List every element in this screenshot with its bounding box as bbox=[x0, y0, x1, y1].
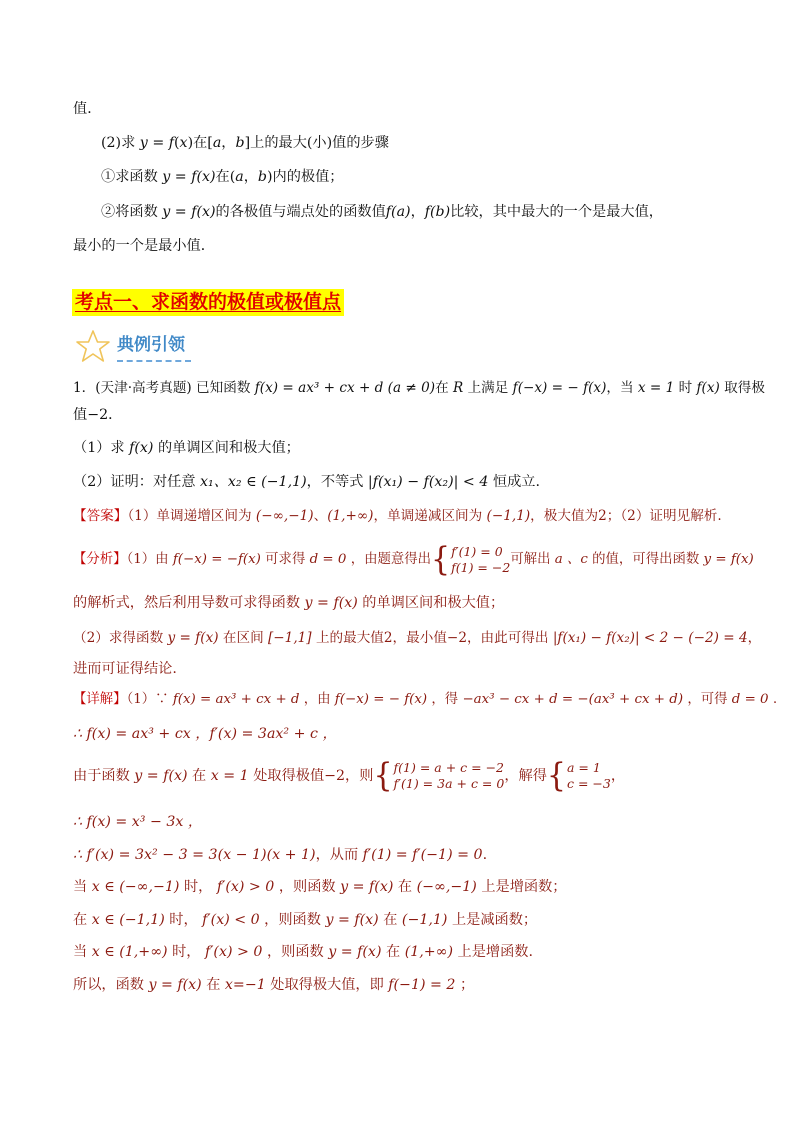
solution-system: a = 1 c = −3 bbox=[567, 760, 611, 791]
detail-line-8: 当 x ∈ (1,+∞) 时， f′(x) > 0 ，则函数 y = f(x) 在 (1,+∞) 上是增函数. bbox=[73, 944, 533, 960]
intro-line-5: 最小的一个是最小值． bbox=[73, 238, 215, 254]
detail-line-4: ∴ f(x) = x³ − 3x ， bbox=[73, 814, 203, 830]
intro-line-4: ②将函数 y = f(x)的各极值与端点处的函数值f(a)，f(b)比较，其中最大的一个是最大值， bbox=[101, 204, 663, 220]
example-badge-label: 典例引领 bbox=[117, 335, 185, 355]
problem-line-1: 1．(天津·高考真题) 已知函数 f(x) = ax³ + cx + d (a ≠ 0)在 R 上满足 f(−x) = − f(x)，当 x = 1 时 f(x) 取得极 bbox=[73, 380, 765, 396]
detail-line-1: 【详解】（1）∵ f(x) = ax³ + cx + d ，由 f(−x) = − f(x) ，得 −ax³ − cx + d = −(ax³ + cx + d) ，可得 d = 0 . bbox=[73, 692, 778, 707]
brace-glyph: { bbox=[373, 756, 393, 795]
detail-line-2: ∴ f(x) = ax³ + cx ，f′(x) = 3ax² + c ， bbox=[73, 726, 337, 742]
detail-line-6: 当 x ∈ (−∞,−1) 时， f′(x) > 0 ，则函数 y = f(x) 在 (−∞,−1) 上是增函数； bbox=[73, 879, 567, 895]
brace-glyph: { bbox=[546, 756, 566, 795]
answer-line: 【答案】（1）单调递增区间为 (−∞,−1)、(1,+∞)，单调递减区间为 (−1,1)，极大值为2；（2）证明见解析. bbox=[73, 508, 722, 524]
equation-system: f(1) = a + c = −2 f′(1) = 3a + c = 0 bbox=[393, 760, 505, 791]
detail-line-7: 在 x ∈ (−1,1) 时， f′(x) < 0 ，则函数 y = f(x) 在 (−1,1) 上是减函数； bbox=[73, 912, 538, 928]
problem-line-2: 值−2． bbox=[73, 407, 123, 423]
intro-line-2: (2)求 y = f(x)在[a，b]上的最大(小)值的步骤 bbox=[101, 135, 389, 151]
problem-part-2: （2）证明：对任意 x₁、x₂ ∈ (−1,1)，不等式 |f(x₁) − f(x₂)| < 4 恒成立. bbox=[73, 474, 540, 490]
analysis-line-2: 的解析式，然后利用导数可求得函数 y = f(x) 的单调区间和极大值； bbox=[73, 595, 505, 611]
section-title: 考点一、求函数的极值或极值点 bbox=[72, 289, 344, 316]
detail-line-9: 所以，函数 y = f(x) 在 x=−1 处取得极大值，即 f(−1) = 2 ； bbox=[73, 977, 475, 993]
brace-glyph: { bbox=[431, 539, 451, 579]
intro-line-1: 值． bbox=[73, 101, 102, 117]
problem-part-1: （1）求 f(x) 的单调区间和极大值； bbox=[73, 440, 300, 456]
detail-line-5: ∴ f′(x) = 3x² − 3 = 3(x − 1)(x + 1)，从而 f′(1) = f′(−1) = 0. bbox=[73, 847, 488, 863]
intro-line-3: ①求函数 y = f(x)在(a，b)内的极值； bbox=[101, 169, 344, 185]
badge-underline bbox=[117, 360, 191, 362]
analysis-line-4: 进而可证得结论. bbox=[73, 661, 177, 677]
equation-system: f′(1) = 0 f(1) = −2 bbox=[451, 543, 511, 575]
detail-line-3: 由于函数 y = f(x) 在 x = 1 处取得极值−2，则{f(1) = a + c = −2 f′(1) = 3a + c = 0，解得{a = 1 c = −3， bbox=[73, 756, 626, 795]
analysis-line-3: （2）求得函数 y = f(x) 在区间 [−1,1] 上的最大值2，最小值−2，由此可得出 |f(x₁) − f(x₂)| < 2 − (−2) = 4， bbox=[73, 630, 762, 646]
analysis-line-1: 【分析】（1）由 f(−x) = −f(x) 可求得 d = 0 ，由题意得出{f′(1) = 0 f(1) = −2可解出 a 、c 的值，可得出函数 y = f(x) bbox=[73, 539, 754, 579]
